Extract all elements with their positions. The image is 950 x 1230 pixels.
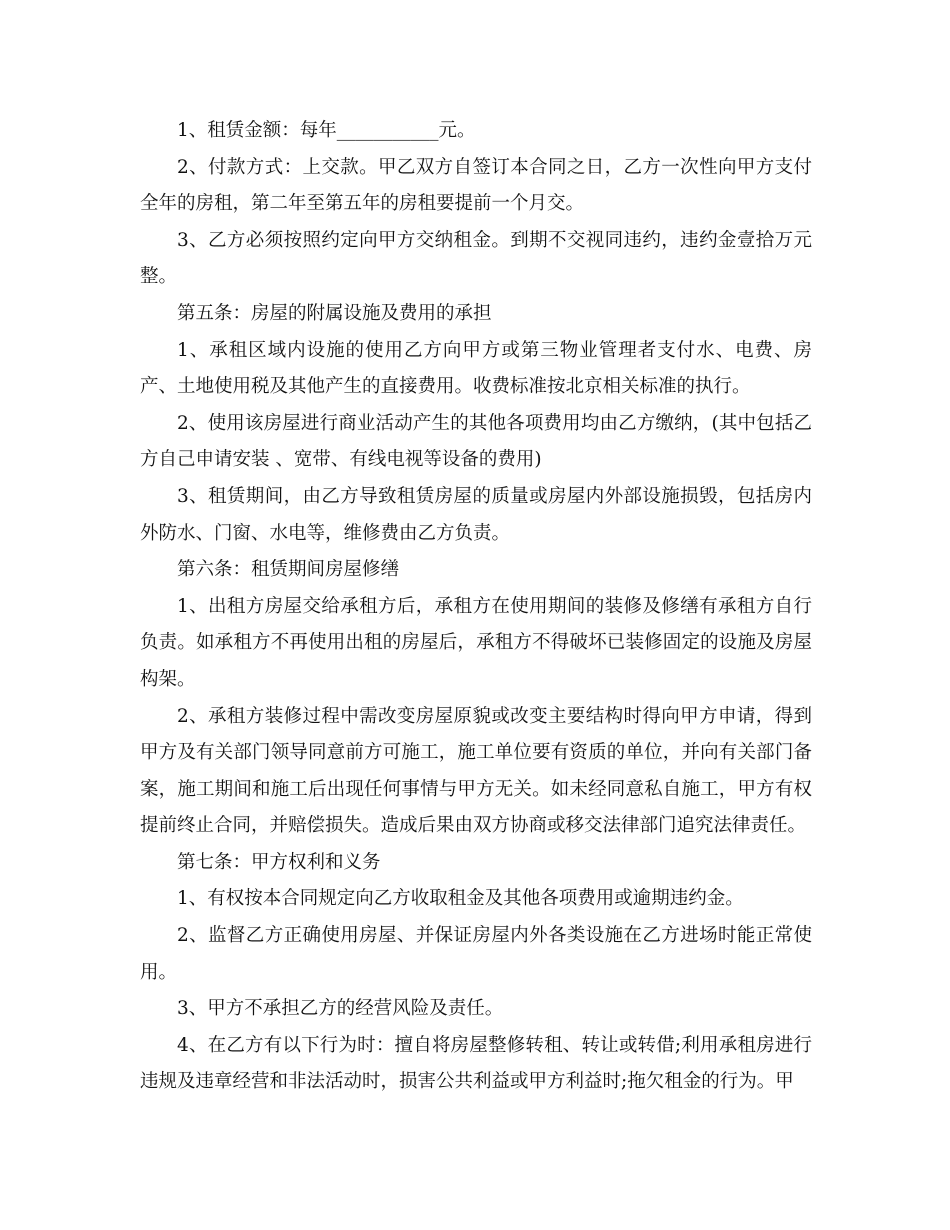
paragraph-article-5-item-1: 1、承租区域内设施的使用乙方向甲方或第三物业管理者支付水、电费、房产、土地使用税及其他产生的直接费用。收费标准按北京相关标准的执行。: [140, 339, 812, 398]
paragraph-rent-payment-obligation: 3、乙方必须按照约定向甲方交纳租金。到期不交视同违约，违约金壹拾万元整。: [140, 229, 812, 288]
paragraph-article-6-item-2: 2、承租方装修过程中需改变房屋原貌或改变主要结构时得向甲方申请，得到甲方及有关部门领导同意前方可施工，施工单位要有资质的单位，并向有关部门备案，施工期间和施工后出现任何事情与甲方无关。如未经同意私自施工，甲方有权提前终止合同，并赔偿损失。造成后果由双方协商或移交法律部门追究法律责任。: [140, 705, 812, 837]
paragraph-rent-amount: 1、租赁金额：每年___________元。: [177, 120, 476, 141]
heading-article-5: 第五条：房屋的附属设施及费用的承担: [177, 302, 492, 324]
paragraph-payment-method: 2、付款方式：上交款。甲乙双方自签订本合同之日，乙方一次性向甲方支付全年的房租，第二年至第五年的房租要提前一个月交。: [140, 156, 812, 215]
paragraph-article-5-item-3: 3、租赁期间，由乙方导致租赁房屋的质量或房屋内外部设施损毁，包括房内外防水、门窗、水电等，维修费由乙方负责。: [140, 485, 812, 544]
document-page: [140, 113, 812, 1101]
paragraph-article-7-item-1: 1、有权按本合同规定向乙方收取租金及其他各项费用或逾期违约金。: [177, 888, 744, 910]
paragraph-article-7-item-3: 3、甲方不承担乙方的经营风险及责任。: [177, 998, 504, 1020]
paragraph-article-5-item-2: 2、使用该房屋进行商业活动产生的其他各项费用均由乙方缴纳，(其中包括乙方自己申请安装 、宽带、有线电视等设备的费用): [140, 412, 812, 471]
paragraph-article-6-item-1: 1、出租方房屋交给承租方后，承租方在使用期间的装修及修缮有承租方自行负责。如承租方不再使用出租的房屋后，承租方不得破坏已装修固定的设施及房屋构架。: [140, 595, 812, 690]
paragraph-article-7-item-4: 4、在乙方有以下行为时：擅自将房屋整修转租、转让或转借;利用承租房进行违规及违章经营和非法活动时，损害公共利益或甲方利益时;拖欠租金的行为。甲: [140, 1034, 812, 1093]
heading-article-6: 第六条：租赁期间房屋修缮: [177, 559, 400, 581]
paragraph-article-7-item-2: 2、监督乙方正确使用房屋、并保证房屋内外各类设施在乙方进场时能正常使用。: [140, 925, 812, 983]
heading-article-7: 第七条：甲方权利和义务: [177, 851, 381, 873]
